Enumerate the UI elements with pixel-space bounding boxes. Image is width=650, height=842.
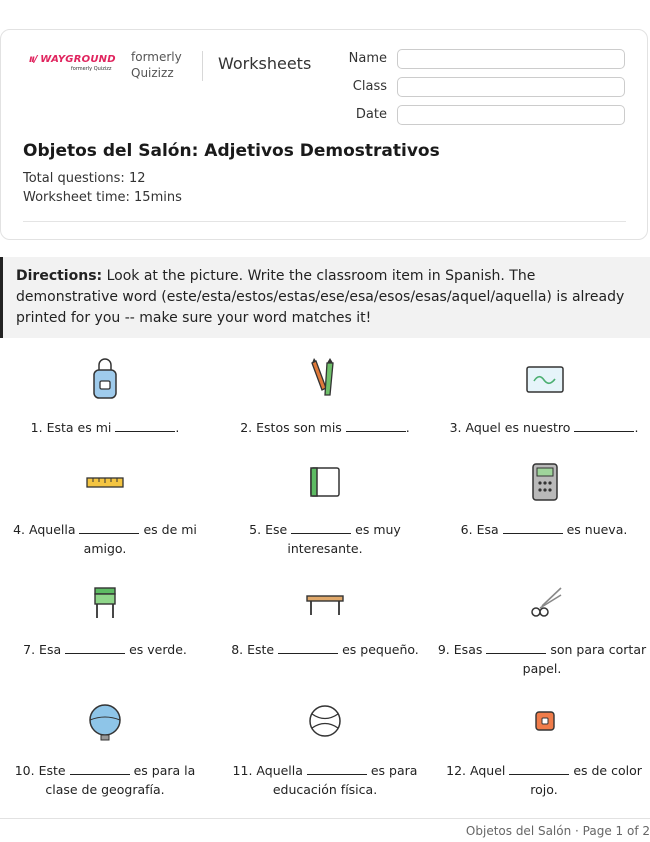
question-2: 2. Estos son mis . <box>240 420 410 435</box>
class-field[interactable] <box>397 77 625 97</box>
question-5: 5. Ese es muy interesante. <box>249 522 401 556</box>
wayground-logo: ıı/ WAYGROUND formerly Quizizz <box>29 54 116 72</box>
name-field[interactable] <box>397 49 625 69</box>
formerly-quizizz-text: formerly Quizizz <box>131 50 182 80</box>
question-3: 3. Aquel es nuestro . <box>449 420 639 435</box>
pencils-icon <box>308 357 338 397</box>
desk-icon <box>306 594 344 616</box>
question-8: 8. Este es pequeño. <box>231 642 419 657</box>
total-questions: Total questions: 12 <box>23 171 146 186</box>
directions-box <box>0 257 650 338</box>
globe-icon <box>88 703 122 743</box>
worksheet-title: Objetos del Salón: Adjetivos Demostrativos <box>23 141 440 161</box>
footer-divider <box>0 818 650 819</box>
question-12: 12. Aquel es de color rojo. <box>446 763 642 797</box>
calculator-icon <box>531 463 559 501</box>
directions-text: Look at the picture. Write the classroom item in Spanish. The demonstrative word (este/esta/estos/estas/ese/esa/esos/esas/aquel/aquella) is already printed for you -- make sure your word matches it! <box>16 268 625 326</box>
answer-blank-5[interactable] <box>291 523 351 534</box>
backpack-icon <box>91 357 119 399</box>
question-9: 9. Esas son para cortar papel. <box>437 642 647 676</box>
ruler-icon <box>86 476 124 490</box>
question-11: 11. Aquella es para educación física. <box>232 763 418 797</box>
worksheet-time: Worksheet time: 15mins <box>23 190 182 205</box>
answer-blank-4[interactable] <box>79 523 139 534</box>
whiteboard-icon <box>526 366 564 394</box>
answer-blank-9[interactable] <box>486 643 546 654</box>
answer-blank-8[interactable] <box>278 643 338 654</box>
book-icon <box>309 466 341 498</box>
answer-blank-1[interactable] <box>115 421 175 432</box>
class-label: Class <box>352 79 387 94</box>
answer-blank-7[interactable] <box>65 643 125 654</box>
chair-icon <box>93 586 117 620</box>
date-label: Date <box>355 107 387 122</box>
scissors-icon <box>528 586 564 620</box>
answer-blank-10[interactable] <box>70 764 130 775</box>
answer-blank-6[interactable] <box>503 523 563 534</box>
date-field[interactable] <box>397 105 625 125</box>
name-label: Name <box>348 51 387 66</box>
ball-icon <box>308 704 342 738</box>
question-6: 6. Esa es nueva. <box>460 522 628 537</box>
answer-blank-2[interactable] <box>346 421 406 432</box>
answer-blank-11[interactable] <box>307 764 367 775</box>
question-10: 10. Este es para la clase de geografía. <box>14 763 196 797</box>
question-4: 4. Aquella es de mi amigo. <box>13 522 197 556</box>
answer-blank-3[interactable] <box>574 421 634 432</box>
answer-blank-12[interactable] <box>509 764 569 775</box>
header-bottom-divider <box>23 221 626 222</box>
question-1: 1. Esta es mi . <box>30 420 180 435</box>
directions-label: Directions: <box>16 268 103 284</box>
worksheets-label: Worksheets <box>218 54 312 73</box>
eraser-icon <box>535 711 555 731</box>
question-7: 7. Esa es verde. <box>23 642 187 657</box>
header-divider <box>202 51 203 81</box>
page-footer: Objetos del Salón · Page 1 of 2 <box>465 824 650 838</box>
